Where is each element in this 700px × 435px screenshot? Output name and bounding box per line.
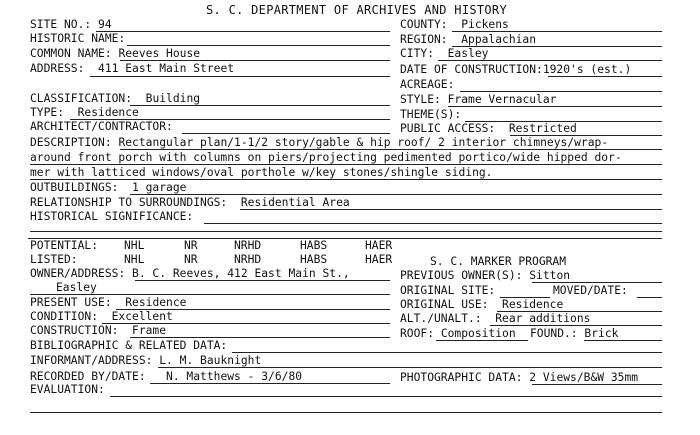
original-use-field: ORIGINAL USE: Residence (400, 298, 564, 311)
listed-nhl: NHL (124, 253, 145, 266)
listed-habs: HABS (300, 253, 328, 266)
potential-habs: HABS (300, 239, 328, 252)
foundation-field: FOUND.: Brick (530, 327, 619, 340)
roof-field: ROOF: Composition (400, 327, 516, 340)
potential-nhl: NHL (124, 239, 145, 252)
listed-label: LISTED: (30, 253, 78, 266)
date-of-construction-field: DATE OF CONSTRUCTION:1920's (est.) (400, 63, 632, 76)
potential-haer: HAER (365, 239, 393, 252)
relationship-field: RELATIONSHIP TO SURROUNDINGS: Residential Area (30, 196, 350, 209)
bibliographic-field: BIBLIOGRAPHIC & RELATED DATA: (30, 339, 228, 352)
recorded-by-field: RECORDED BY/DATE: N. Matthews - 3/6/80 (30, 370, 303, 383)
marker-program: S. C. MARKER PROGRAM (430, 255, 567, 268)
photographic-data-field: PHOTOGRAPHIC DATA: 2 Views/B&W 35mm (400, 371, 639, 384)
listed-nr: NR (184, 253, 198, 266)
common-name-field: COMMON NAME: Reeves House (30, 47, 201, 60)
condition-field: CONDITION: Excellent (30, 310, 173, 323)
outbuildings-field: OUTBUILDINGS: 1 garage (30, 181, 187, 194)
description-line-1: DESCRIPTION: Rectangular plan/1-1/2 story/gable & hip roof/ 2 interior chimneys/wrap- (30, 136, 609, 149)
region-field: REGION: Appalachian (400, 33, 537, 46)
original-site-field: ORIGINAL SITE: (400, 284, 496, 297)
historic-name-field: HISTORIC NAME: (30, 32, 126, 45)
potential-nr: NR (184, 239, 198, 252)
classification-field: CLASSIFICATION: Building (30, 92, 201, 105)
owner-address-field: OWNER/ADDRESS: B. C. Reeves, 412 East Main St., (30, 267, 350, 280)
address-field: ADDRESS: 411 East Main Street (30, 62, 235, 75)
page-title: S. C. DEPARTMENT OF ARCHIVES AND HISTORY (206, 3, 507, 17)
moved-date-field: MOVED/DATE: (553, 284, 628, 297)
description-line-3: mer with latticed windows/oval porthole w/key stones/shingle siding. (30, 166, 493, 179)
acreage-field: ACREAGE: (400, 78, 455, 91)
alt-unalt-field: ALT./UNALT.: Rear additions (400, 312, 591, 325)
potential-nrhd: NRHD (234, 239, 262, 252)
site-no-field: SITE NO.: 94 (30, 18, 112, 31)
theme-field: THEME(S): (400, 108, 462, 121)
present-use-field: PRESENT USE: Residence (30, 296, 187, 309)
city-field: CITY: Easley (400, 47, 489, 60)
public-access-field: PUBLIC ACCESS: Restricted (400, 122, 577, 135)
evaluation-field: EVALUATION: (30, 383, 105, 396)
listed-haer: HAER (365, 253, 393, 266)
style-field: STYLE: Frame Vernacular (400, 93, 557, 106)
type-field: TYPE: Residence (30, 106, 139, 119)
potential-label: POTENTIAL: (30, 239, 99, 252)
previous-owners-field: PREVIOUS OWNER(S): Sitton (400, 269, 571, 282)
owner-address-line-2: Easley (56, 281, 97, 294)
county-field: COUNTY: Pickens (400, 18, 509, 31)
informant-field: INFORMANT/ADDRESS: L. M. Bauknight (30, 354, 262, 367)
description-line-2: around front porch with columns on piers/projecting pedimented portico/wide hipped dor- (30, 151, 622, 164)
architect-field: ARCHITECT/CONTRACTOR: (30, 120, 173, 133)
construction-field: CONSTRUCTION: Frame (30, 324, 167, 337)
listed-nrhd: NRHD (234, 253, 262, 266)
historical-significance-field: HISTORICAL SIGNIFICANCE: (30, 210, 194, 223)
